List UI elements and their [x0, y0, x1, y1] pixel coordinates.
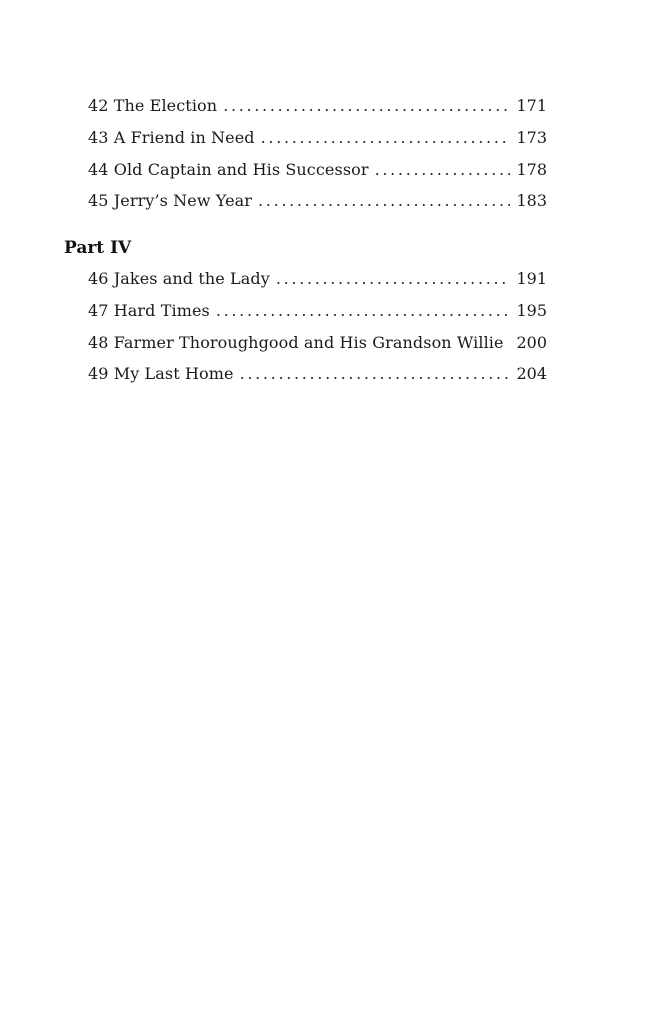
- toc-entry[interactable]: [88, 125, 547, 157]
- toc-entry[interactable]: [88, 266, 547, 298]
- toc-entry-title: 47 Hard Times: [88, 300, 210, 320]
- toc-entry-page-number: 173: [516, 127, 547, 147]
- toc-entry-page-number: 191: [516, 269, 547, 288]
- toc-entry[interactable]: [88, 93, 547, 125]
- dot-leader: [258, 188, 510, 214]
- toc-entry[interactable]: [88, 330, 547, 362]
- part-heading: Part IV: [64, 238, 132, 258]
- dot-leader: [216, 298, 511, 324]
- dot-leader: [223, 93, 510, 119]
- toc-entry-title: 49 My Last Home: [88, 364, 234, 384]
- toc-entry[interactable]: [88, 157, 547, 189]
- toc-entry-title: 42 The Election: [88, 96, 218, 115]
- toc-entry-page-number: 195: [516, 300, 547, 320]
- toc-entry[interactable]: [88, 188, 547, 220]
- toc-entry-title: 45 Jerry’s New Year: [88, 191, 253, 211]
- dot-leader: [276, 266, 511, 292]
- toc-entry-title: 48 Farmer Thoroughgood and His Grandson Willie: [88, 332, 504, 352]
- toc-entry-page-number: 200: [516, 332, 547, 352]
- toc-entry-page-number: 183: [516, 191, 547, 211]
- dot-leader: [240, 361, 511, 387]
- toc-entry-page-number: 178: [516, 159, 547, 179]
- toc-entry-title: 43 A Friend in Need: [88, 127, 255, 147]
- toc-entry[interactable]: [88, 298, 547, 330]
- toc-entry-page-number: 171: [516, 96, 547, 115]
- dot-leader: [261, 125, 511, 151]
- toc-section-part-iv: [64, 234, 547, 393]
- dot-leader: [375, 157, 511, 183]
- toc-entry[interactable]: [88, 361, 547, 393]
- toc-entry-title: 46 Jakes and the Lady: [88, 269, 270, 288]
- toc-entry-title: 44 Old Captain and His Successor: [88, 159, 369, 179]
- toc-section-part-iii-continued: [64, 93, 547, 220]
- toc-entry-page-number: 204: [516, 364, 547, 384]
